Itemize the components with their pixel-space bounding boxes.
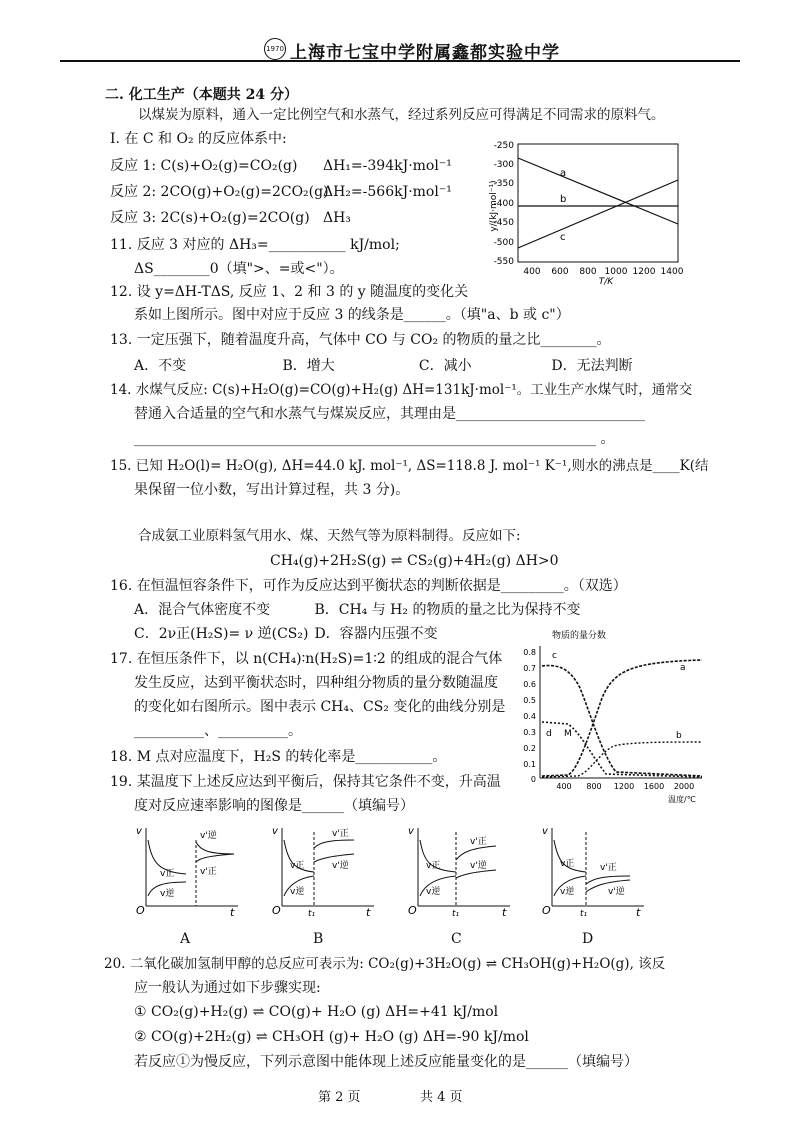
series-label-a: a	[680, 663, 686, 673]
axis-t-label: t	[230, 906, 235, 918]
v-forward-label: v正	[160, 869, 175, 879]
option-d: D．无法判断	[551, 358, 633, 374]
v-reverse-new-label: v'逆	[608, 887, 625, 897]
question-I: I. 在 C 和 O₂ 的反应体系中:	[110, 131, 287, 147]
y-tick: 0.4	[523, 712, 536, 721]
question-18: 18. M 点对应温度下，H₂S 的转化率是___________。	[110, 749, 447, 765]
question-13: 13. 一定压强下，随着温度升高，气体中 CO 与 CO₂ 的物质的量之比________。	[110, 332, 611, 348]
x-tick: 1400	[660, 267, 684, 277]
y-tick: -350	[493, 179, 514, 189]
question-12b: 系如上图所示。图中对应于反应 3 的线条是______。（填"a、b 或 c"）	[134, 307, 570, 323]
x-tick: 800	[579, 267, 597, 277]
page-header	[0, 0, 794, 70]
question-11a: 11. 反应 3 对应的 ΔH₃=___________ kJ/mol;	[110, 237, 400, 253]
question-20c: 若反应①为慢反应，下列示意图中能体现上述反应能量变化的是______（填编号）	[134, 1054, 638, 1070]
v-reverse-label: v逆	[160, 889, 175, 899]
series-label-c: c	[560, 232, 566, 243]
y-axis-ticks	[523, 648, 536, 784]
series-a-curve	[542, 660, 702, 776]
question-19b: 度对反应速率影响的图像是______（填编号）	[134, 798, 414, 814]
series-label-b: b	[560, 194, 567, 205]
reaction-enthalpy: ΔH₂=-566kJ·mol⁻¹	[322, 184, 452, 200]
origin-label: O	[136, 904, 145, 917]
rate-graph-label-c: C	[451, 931, 462, 947]
school-name: 上海市七宝中学附属鑫都实验中学	[290, 43, 560, 63]
y-tick: 0	[530, 775, 536, 784]
question-13-options	[134, 357, 633, 375]
y-tick: 0.5	[523, 696, 536, 705]
v-reverse-label: v逆	[290, 887, 305, 897]
x-tick: 1200	[632, 267, 656, 277]
x-tick: 1200	[613, 782, 635, 791]
reaction-equation: 2C(s)+O₂(g)=2CO(g)	[160, 210, 310, 226]
series-label-b: b	[676, 731, 682, 741]
question-20-step-2: ② CO(g)+2H₂(g) ⇌ CH₃OH (g)+ H₂O (g) ΔH=-90 kJ/mol	[134, 1029, 529, 1045]
x-axis-label: 温度/℃	[668, 795, 696, 804]
question-11b: ΔS________0（填">、=或<"）。	[134, 261, 344, 277]
reaction-enthalpy: ΔH₁=-394kJ·mol⁻¹	[322, 158, 452, 174]
v-reverse-new-label: v'逆	[332, 861, 349, 871]
option-d: D．容器内压强不变	[314, 626, 438, 642]
question-14a: 14. 水煤气反应: C(s)+H₂O(g)=CO(g)+H₂(g) ΔH=131kJ·mol⁻¹。工业生产水煤气时，通常交	[110, 382, 693, 398]
rate-graph-c	[406, 822, 518, 918]
x-axis-label: T/K	[598, 277, 614, 286]
x-tick: 400	[556, 782, 572, 791]
rate-graph-a	[134, 822, 246, 918]
t1-label: t₁	[308, 909, 316, 918]
synthesis-equation: CH₄(g)+2H₂S(g) ⇌ CS₂(g)+4H₂(g) ΔH>0	[270, 553, 559, 569]
page-number: 第 2 页	[318, 1090, 361, 1105]
origin-label: O	[272, 904, 281, 917]
intro-text: 以煤炭为原料，通入一定比例空气和水蒸气，经过系列反应可得满足不同需求的原料气。	[138, 107, 665, 123]
rate-graph-label-b: B	[313, 931, 324, 947]
question-16-options-ab	[134, 601, 580, 619]
synthesis-intro: 合成氨工业原料氢气用水、煤、天然气等为原料制得。反应如下:	[138, 528, 521, 544]
chart-mole-fraction	[518, 628, 718, 806]
question-14c: __________________________________________________________________ 。	[134, 431, 615, 447]
reaction-3	[110, 209, 351, 227]
option-b: B．增大	[282, 358, 335, 374]
v-reverse-label: v逆	[560, 887, 575, 897]
rate-graph-label-d: D	[582, 931, 594, 947]
option-a: A．不变	[134, 358, 187, 374]
question-14b: 替通入合适量的空气和水蒸气与煤炭反应，其理由是___________________________	[134, 406, 645, 422]
v-forward-new-label: v'正	[332, 829, 349, 839]
question-16: 16. 在恒温恒容条件下，可作为反应达到平衡状态的判断依据是_________。（双选）	[110, 578, 627, 594]
axis-t-label: t	[366, 906, 371, 918]
v-reverse-new-label: v'逆	[470, 861, 487, 871]
reaction-equation: C(s)+O₂(g)=CO₂(g)	[160, 158, 298, 174]
header-rule	[60, 60, 740, 62]
reaction-label: 反应 2:	[110, 184, 157, 200]
y-tick: -450	[493, 218, 514, 228]
v-forward-label: v正	[290, 861, 305, 871]
y-tick: 0.8	[523, 648, 536, 657]
axis-v-label: v	[272, 826, 278, 837]
x-tick: 400	[523, 267, 541, 277]
v-forward-new-label: v'正	[200, 867, 217, 877]
y-tick: 0.7	[523, 664, 536, 673]
axis-v-label: v	[408, 826, 414, 837]
school-logo: 1970	[264, 38, 286, 60]
v-forward-new-label: v'正	[600, 863, 617, 873]
question-20a: 20. 二氧化碳加氢制甲醇的总反应可表示为: CO₂(g)+3H₂O(g) ⇌ CH₃OH(g)+H₂O(g), 该反	[104, 956, 666, 972]
t1-label: t₁	[580, 909, 588, 918]
y-tick: 0.6	[523, 680, 536, 689]
option-a: A．混合气体密度不变	[134, 602, 271, 618]
origin-label: O	[408, 904, 417, 917]
reaction-1	[110, 157, 452, 175]
x-axis-ticks	[556, 782, 694, 791]
question-16-options-cd	[134, 625, 438, 643]
question-15b: 果保留一位小数，写出计算过程，共 3 分)。	[134, 482, 410, 498]
question-12a: 12. 设 y=ΔH-TΔS, 反应 1、2 和 3 的 y 随温度的变化关	[110, 284, 469, 300]
y-tick: -250	[493, 141, 514, 151]
x-tick: 1000	[604, 267, 628, 277]
section-title: 二. 化工生产（本题共 24 分）	[105, 87, 298, 103]
series-label-c: c	[552, 651, 557, 661]
axis-t-label: t	[502, 906, 507, 918]
axis-v-label: v	[542, 826, 548, 837]
v-forward-label: v正	[560, 859, 575, 869]
y-tick: -500	[493, 238, 514, 248]
option-c: C．减小	[418, 358, 472, 374]
v-reverse-new-label: v'逆	[200, 831, 217, 841]
y-tick: -300	[493, 160, 514, 170]
y-tick: -550	[493, 257, 514, 267]
y-tick: -400	[493, 199, 514, 209]
v-forward-label: v正	[426, 861, 441, 871]
series-label-a: a	[560, 168, 567, 179]
y-axis-label: y/(kJ·mol⁻¹)	[489, 180, 499, 232]
page-total: 共 4 页	[420, 1090, 463, 1105]
series-c-curve	[542, 666, 702, 776]
y-tick: 0.2	[523, 744, 536, 753]
rate-graph-b	[270, 822, 382, 918]
chart-title: 物质的量分数	[552, 631, 607, 641]
axis-t-label: t	[636, 906, 641, 918]
x-axis-ticks	[523, 267, 683, 277]
y-tick: 0.1	[523, 760, 536, 769]
x-tick: 600	[551, 267, 569, 277]
question-17c: 的变化如右图所示。图中表示 CH₄、CS₂ 变化的曲线分别是	[134, 699, 506, 715]
reaction-equation: 2CO(g)+O₂(g)=2CO₂(g)	[160, 184, 329, 200]
question-17a: 17. 在恒压条件下，以 n(CH₄)∶n(H₂S)=1∶2 的组成的混合气体	[110, 651, 503, 667]
v-reverse-label: v逆	[426, 887, 441, 897]
question-20b: 应一般认为通过如下步骤实现:	[134, 980, 321, 996]
x-tick: 800	[586, 782, 602, 791]
question-15a: 15. 已知 H₂O(l)= H₂O(g), ΔH=44.0 kJ. mol⁻¹, ΔS=118.8 J. mol⁻¹ K⁻¹,则水的沸点是____K(结	[110, 458, 709, 474]
reaction-label: 反应 1:	[110, 158, 157, 174]
reaction-label: 反应 3:	[110, 210, 157, 226]
chart-y-vs-temperature	[488, 136, 688, 286]
question-17d: __________、__________。	[134, 723, 302, 739]
y-tick: 0.3	[523, 728, 536, 737]
point-m-label: M	[564, 729, 572, 739]
question-19a: 19. 某温度下上述反应达到平衡后，保持其它条件不变，升高温	[110, 774, 501, 790]
t1-label: t₁	[452, 909, 460, 918]
rate-graph-label-a: A	[180, 931, 191, 947]
origin-label: O	[542, 904, 551, 917]
question-20-step-1: ① CO₂(g)+H₂(g) ⇌ CO(g)+ H₂O (g) ΔH=+41 kJ/mol	[134, 1004, 499, 1020]
reaction-2	[110, 183, 452, 201]
x-tick: 2000	[673, 782, 695, 791]
v-forward-new-label: v'正	[470, 837, 487, 847]
option-c: C．2ν正(H₂S)= ν 逆(CS₂)	[134, 626, 309, 642]
axis-v-label: v	[136, 826, 142, 837]
reaction-enthalpy: ΔH₃	[322, 210, 351, 226]
rate-graph-d	[540, 822, 652, 918]
x-tick: 1600	[643, 782, 665, 791]
series-label-d: d	[546, 729, 552, 739]
question-17b: 发生反应，达到平衡状态时，四种组分物质的量分数随温度	[134, 675, 498, 691]
option-b: B．CH₄ 与 H₂ 的物质的量之比为保持不变	[314, 602, 581, 618]
